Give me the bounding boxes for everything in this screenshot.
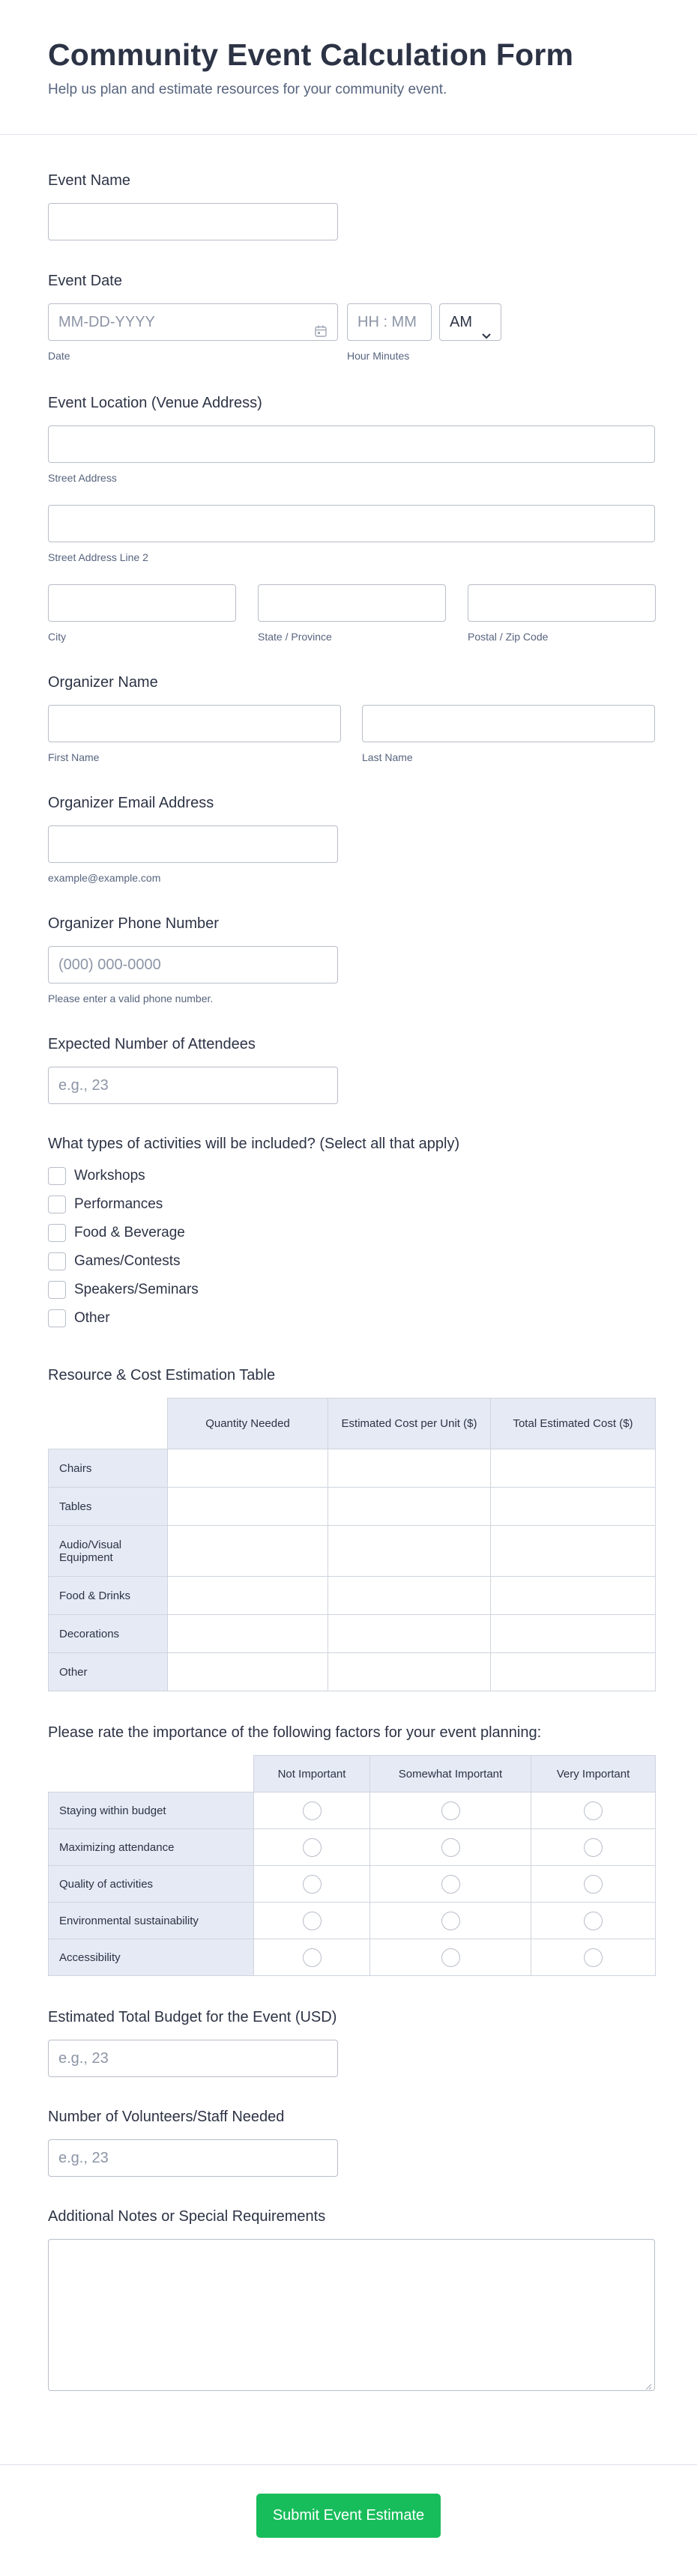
table-row xyxy=(49,1939,656,1976)
last-name-sublabel: Last Name xyxy=(362,751,413,763)
resource-column-header: Quantity Needed xyxy=(168,1398,328,1449)
form-footer xyxy=(0,2464,697,2576)
first-name-sublabel: First Name xyxy=(48,751,100,763)
radio-button[interactable] xyxy=(303,1801,322,1820)
activity-option[interactable] xyxy=(48,1304,649,1333)
table-row xyxy=(49,1829,656,1866)
chevron-down-icon xyxy=(481,318,492,354)
rating-column-header: Somewhat Important xyxy=(370,1756,531,1792)
budget-input[interactable] xyxy=(48,2040,338,2077)
resource-cell-input[interactable] xyxy=(491,1653,656,1691)
event-name-input[interactable] xyxy=(48,203,338,240)
time-sublabel: Hour Minutes xyxy=(347,350,410,362)
resource-cell-input[interactable] xyxy=(168,1577,328,1615)
radio-button[interactable] xyxy=(303,1838,322,1857)
resource-row-label: Food & Drinks xyxy=(49,1577,168,1615)
checkbox[interactable] xyxy=(48,1195,66,1213)
activity-option-label[interactable]: Workshops xyxy=(74,1168,145,1184)
attendees-field xyxy=(0,1036,697,1104)
notes-textarea[interactable] xyxy=(48,2239,655,2391)
event-name-field xyxy=(0,172,697,240)
organizer-name-field xyxy=(0,674,697,763)
notes-field xyxy=(0,2208,697,2391)
rating-row-label: Quality of activities xyxy=(49,1866,254,1903)
rating-cell xyxy=(370,1903,531,1939)
rating-cell xyxy=(370,1866,531,1903)
radio-button[interactable] xyxy=(584,1801,603,1820)
rating-cell xyxy=(370,1792,531,1829)
resource-cell-input[interactable] xyxy=(168,1615,328,1653)
first-name-input[interactable] xyxy=(48,705,341,742)
table-row xyxy=(49,1653,656,1691)
resource-row-label: Tables xyxy=(49,1488,168,1526)
form-header xyxy=(0,0,697,135)
resource-cell-input[interactable] xyxy=(168,1526,328,1577)
rating-cell xyxy=(531,1792,656,1829)
city-sublabel: City xyxy=(48,631,67,643)
resource-cell-input[interactable] xyxy=(328,1449,491,1488)
ampm-select[interactable] xyxy=(439,303,501,341)
table-row xyxy=(49,1615,656,1653)
street2-sublabel: Street Address Line 2 xyxy=(48,551,148,563)
resource-row-label: Audio/Visual Equipment xyxy=(49,1526,168,1577)
radio-button[interactable] xyxy=(441,1875,460,1894)
table-row xyxy=(49,1866,656,1903)
budget-label: Estimated Total Budget for the Event (USD) xyxy=(48,2009,337,2025)
email-sublabel: example@example.com xyxy=(48,872,161,884)
checkbox[interactable] xyxy=(48,1252,66,1270)
event-name-label: Event Name xyxy=(48,172,131,189)
rating-cell xyxy=(254,1903,370,1939)
location-label: Event Location (Venue Address) xyxy=(48,395,262,411)
rating-column-header: Not Important xyxy=(254,1756,370,1792)
volunteers-input[interactable] xyxy=(48,2139,338,2177)
rating-cell xyxy=(254,1866,370,1903)
activity-option-label[interactable]: Games/Contests xyxy=(74,1253,181,1269)
organizer-name-label: Organizer Name xyxy=(48,674,158,691)
rating-cell xyxy=(254,1939,370,1976)
resource-row-label: Other xyxy=(49,1653,168,1691)
activity-option[interactable] xyxy=(48,1190,649,1219)
table-row xyxy=(49,1903,656,1939)
volunteers-label: Number of Volunteers/Staff Needed xyxy=(48,2109,285,2125)
resource-cell-input[interactable] xyxy=(491,1526,656,1577)
rating-row-label: Accessibility xyxy=(49,1939,254,1976)
resource-cell-input[interactable] xyxy=(328,1526,491,1577)
time-placeholder: HH : MM xyxy=(357,314,417,330)
organizer-phone-label: Organizer Phone Number xyxy=(48,915,219,932)
rating-cell xyxy=(370,1939,531,1976)
event-date-input[interactable] xyxy=(48,303,338,341)
checkbox[interactable] xyxy=(48,1167,66,1185)
rating-table xyxy=(48,1755,656,1976)
attendees-label: Expected Number of Attendees xyxy=(48,1036,256,1052)
state-input[interactable] xyxy=(258,584,446,622)
radio-button[interactable] xyxy=(303,1948,322,1967)
event-date-field xyxy=(0,273,697,362)
radio-button[interactable] xyxy=(303,1912,322,1930)
resize-handle-icon[interactable] xyxy=(645,2380,652,2388)
rating-cell xyxy=(370,1829,531,1866)
radio-button[interactable] xyxy=(584,1912,603,1930)
resource-cell-input[interactable] xyxy=(491,1449,656,1488)
activity-option[interactable] xyxy=(48,1162,649,1190)
radio-button[interactable] xyxy=(441,1838,460,1857)
rating-cell xyxy=(531,1866,656,1903)
rating-cell xyxy=(254,1792,370,1829)
resource-table-field xyxy=(0,1367,697,1691)
rating-cell xyxy=(531,1939,656,1976)
radio-button[interactable] xyxy=(441,1912,460,1930)
resource-cell-input[interactable] xyxy=(491,1615,656,1653)
resource-cell-input[interactable] xyxy=(328,1615,491,1653)
date-sublabel: Date xyxy=(48,350,70,362)
activity-option-label[interactable]: Food & Beverage xyxy=(74,1225,185,1240)
zip-sublabel: Postal / Zip Code xyxy=(468,631,549,643)
street-address-input[interactable] xyxy=(48,425,655,463)
organizer-email-label: Organizer Email Address xyxy=(48,795,214,811)
activity-option-label[interactable]: Speakers/Seminars xyxy=(74,1282,199,1297)
email-input[interactable] xyxy=(48,825,338,863)
event-date-label: Event Date xyxy=(48,273,122,289)
checkbox[interactable] xyxy=(48,1281,66,1299)
resource-table-label: Resource & Cost Estimation Table xyxy=(48,1367,276,1384)
activity-option-label[interactable]: Other xyxy=(74,1310,110,1326)
street-address-line2-input[interactable] xyxy=(48,505,655,542)
street-sublabel: Street Address xyxy=(48,472,117,484)
phone-input[interactable] xyxy=(48,946,338,984)
resource-row-label: Chairs xyxy=(49,1449,168,1488)
resource-column-header: Total Estimated Cost ($) xyxy=(491,1398,656,1449)
resource-column-header: Estimated Cost per Unit ($) xyxy=(328,1398,491,1449)
table-row xyxy=(49,1577,656,1615)
table-row xyxy=(49,1792,656,1829)
checkbox[interactable] xyxy=(48,1309,66,1327)
rating-row-label: Environmental sustainability xyxy=(49,1903,254,1939)
attendees-placeholder: e.g., 23 xyxy=(58,1077,109,1094)
volunteers-placeholder: e.g., 23 xyxy=(58,2150,109,2166)
activity-option-label[interactable]: Performances xyxy=(74,1196,163,1212)
activities-field xyxy=(0,1136,697,1333)
organizer-phone-field xyxy=(0,915,697,1004)
activity-option[interactable] xyxy=(48,1247,649,1276)
resource-cell-input[interactable] xyxy=(168,1449,328,1488)
activity-option[interactable] xyxy=(48,1276,649,1304)
rating-cell xyxy=(531,1903,656,1939)
last-name-input[interactable] xyxy=(362,705,655,742)
rating-table-label: Please rate the importance of the following factors for your event planning: xyxy=(48,1724,542,1741)
resource-cell-input[interactable] xyxy=(328,1488,491,1526)
budget-placeholder: e.g., 23 xyxy=(58,2050,109,2067)
radio-button[interactable] xyxy=(584,1838,603,1857)
state-sublabel: State / Province xyxy=(258,631,332,643)
activities-label: What types of activities will be included? (Select all that apply) xyxy=(48,1136,460,1152)
date-placeholder: MM-DD-YYYY xyxy=(58,314,155,330)
table-row xyxy=(49,1488,656,1526)
resource-cell-input[interactable] xyxy=(328,1653,491,1691)
resource-cell-input[interactable] xyxy=(491,1577,656,1615)
table-row xyxy=(49,1526,656,1577)
calendar-icon[interactable] xyxy=(314,315,328,329)
radio-button[interactable] xyxy=(303,1875,322,1894)
organizer-email-field xyxy=(0,795,697,884)
event-time-input[interactable] xyxy=(347,303,432,341)
notes-label: Additional Notes or Special Requirements xyxy=(48,2208,326,2225)
phone-placeholder: (000) 000-0000 xyxy=(58,957,161,973)
radio-button[interactable] xyxy=(584,1948,603,1967)
volunteers-field xyxy=(0,2109,697,2177)
resource-table xyxy=(48,1398,656,1691)
resource-cell-input[interactable] xyxy=(328,1577,491,1615)
location-field xyxy=(0,395,697,643)
rating-cell xyxy=(254,1829,370,1866)
resource-cell-input[interactable] xyxy=(168,1653,328,1691)
city-input[interactable] xyxy=(48,584,236,622)
rating-column-header: Very Important xyxy=(531,1756,656,1792)
activities-list xyxy=(48,1162,649,1333)
resource-row-label: Decorations xyxy=(49,1615,168,1653)
attendees-input[interactable] xyxy=(48,1067,338,1104)
rating-row-label: Staying within budget xyxy=(49,1792,254,1829)
table-row xyxy=(49,1449,656,1488)
form-subtitle: Help us plan and estimate resources for your community event. xyxy=(48,82,447,97)
resource-cell-input[interactable] xyxy=(491,1488,656,1526)
rating-table-field xyxy=(0,1724,697,1976)
form-title: Community Event Calculation Form xyxy=(48,37,574,72)
rating-row-label: Maximizing attendance xyxy=(49,1829,254,1866)
table-corner xyxy=(49,1756,254,1792)
ampm-value: AM xyxy=(450,314,472,330)
radio-button[interactable] xyxy=(584,1875,603,1894)
phone-sublabel: Please enter a valid phone number. xyxy=(48,992,214,1004)
zip-input[interactable] xyxy=(468,584,656,622)
rating-cell xyxy=(531,1829,656,1866)
activity-option[interactable] xyxy=(48,1219,649,1247)
radio-button[interactable] xyxy=(441,1801,460,1820)
radio-button[interactable] xyxy=(441,1948,460,1967)
table-corner xyxy=(49,1398,168,1449)
resource-cell-input[interactable] xyxy=(168,1488,328,1526)
checkbox[interactable] xyxy=(48,1224,66,1242)
submit-button[interactable]: Submit Event Estimate xyxy=(256,2494,441,2538)
budget-field xyxy=(0,2009,697,2077)
